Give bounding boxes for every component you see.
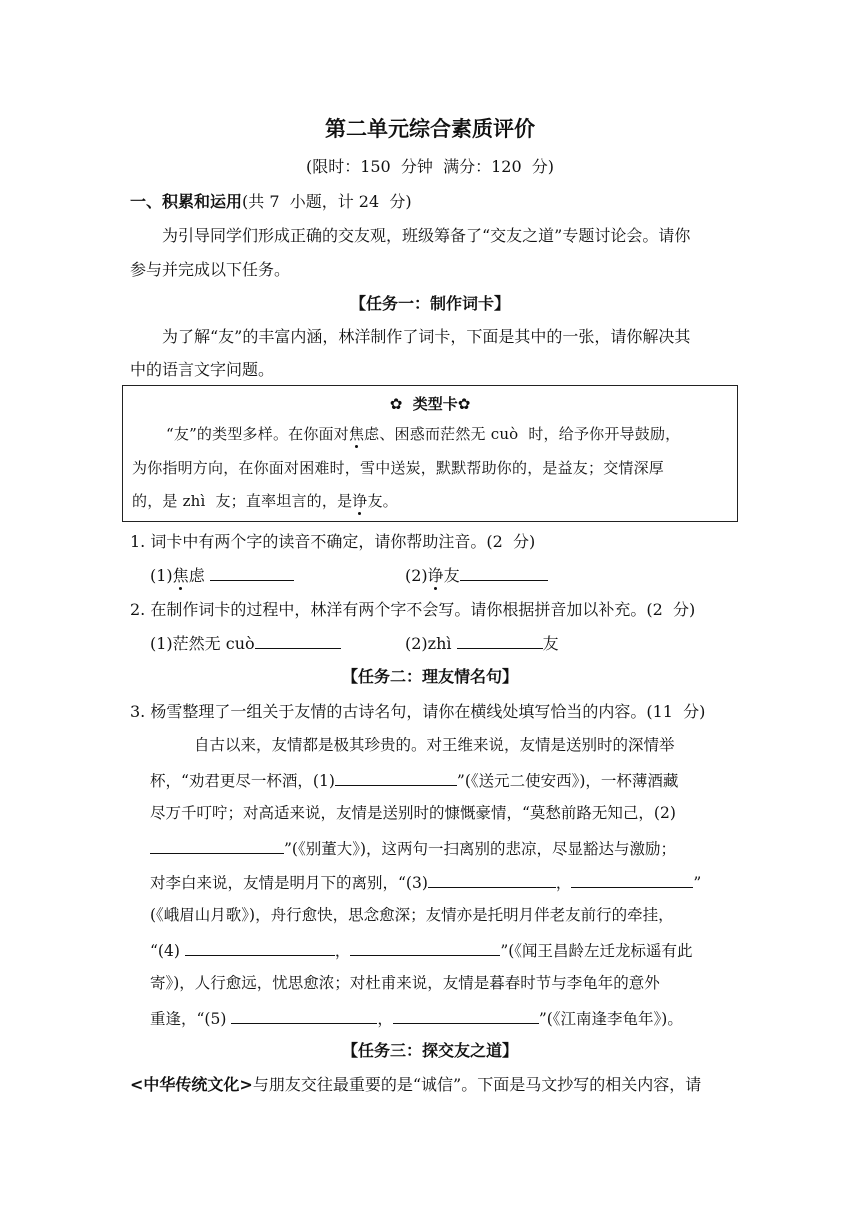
answer-blank[interactable] — [210, 565, 294, 581]
word-card-title-row — [0, 395, 860, 413]
task1-desc-line-1: 为了解“友”的丰富内涵，林洋制作了词卡，下面是其中的一张，请你解决其 — [162, 327, 691, 346]
question-1-item-2 — [405, 565, 548, 585]
item-text: 友 — [542, 634, 559, 653]
poem-text: “(4) — [150, 942, 185, 960]
section-heading-note: (共 7 小题，计 24 分) — [242, 192, 412, 211]
poem-text: ”(《江南逢李龟年》)。 — [538, 1010, 683, 1028]
poem-text: ” — [693, 874, 702, 892]
answer-blank[interactable] — [185, 940, 335, 956]
word-card-line-2: 为你指明方向，在你面对困难时，雪中送炭，默默帮助你的，是益友；交情深厚 — [132, 459, 665, 477]
item-text: (1)茫然无 cuò — [150, 634, 255, 653]
culture-tag: <中华传统文化> — [130, 1075, 253, 1094]
exam-subtitle: (限时：150 分钟 满分：120 分) — [305, 157, 555, 176]
task3-heading: 【任务三：探交友之道】 — [341, 1041, 518, 1060]
task1-heading: 【任务一：制作词卡】 — [349, 294, 510, 313]
dotted-char: 诤 — [352, 492, 368, 510]
question-3-line-9 — [150, 1008, 683, 1029]
poem-text: ， — [334, 942, 351, 960]
question-3-stem: 3. 杨雪整理了一组关于友情的古诗名句，请你在横线处填写恰当的内容。(11 分) — [130, 702, 706, 721]
question-3-line-7 — [150, 940, 693, 961]
poem-text: 对李白来说，友情是明月下的离别，“(3) — [150, 874, 428, 892]
question-3-line-5 — [150, 872, 701, 893]
item-number: (2) — [405, 566, 428, 585]
dotted-char: 诤 — [427, 566, 444, 585]
poem-text: ”(《闻王昌龄左迁龙标遥有此 — [500, 942, 693, 960]
intro-line-2: 参与并完成以下任务。 — [130, 260, 291, 279]
question-1-item-1 — [150, 565, 294, 585]
task2-heading: 【任务二：理友情名句】 — [341, 667, 518, 686]
question-2-item-2 — [405, 633, 559, 653]
answer-blank[interactable] — [231, 1008, 377, 1024]
answer-blank[interactable] — [457, 633, 543, 649]
question-2-item-1 — [150, 633, 341, 653]
section-heading-title: 一、积累和运用 — [130, 192, 243, 211]
question-3-line-6: (《峨眉山月歌》)，舟行愈快，思念愈深；友情亦是托明月伴老友前行的牵挂， — [150, 906, 674, 924]
poem-text: 杯，“劝君更尽一杯酒，(1) — [150, 772, 335, 790]
question-1-stem: 1. 词卡中有两个字的读音不确定，请你帮助注音。(2 分) — [130, 532, 536, 551]
question-3-line-3: 尽万千叮咛；对高适来说，友情是送别时的慷慨豪情，“莫愁前路无知己，(2) — [150, 804, 676, 822]
word-card-title: 类型卡 — [412, 395, 458, 413]
poem-text: ”(《送元二使安西》)，一杯薄酒藏 — [456, 772, 679, 790]
flower-icon: ✿ — [457, 395, 471, 413]
answer-blank[interactable] — [350, 940, 500, 956]
flower-icon: ✿ — [389, 395, 403, 413]
poem-text: 重逢，“(5) — [150, 1010, 232, 1028]
answer-blank[interactable] — [335, 770, 457, 786]
card-text: 友。 — [367, 492, 398, 510]
question-3-line-1: 自古以来，友情都是极其珍贵的。对王维来说，友情是送别时的深情举 — [194, 736, 675, 754]
card-text: “友”的类型多样。在你面对 — [166, 425, 349, 443]
culture-text: 与朋友交往最重要的是“诚信”。下面是马文抄写的相关内容，请 — [252, 1075, 702, 1094]
culture-line — [130, 1075, 701, 1094]
dotted-char: 焦 — [348, 425, 365, 443]
question-3-line-2 — [150, 770, 678, 791]
section-heading — [130, 192, 412, 211]
task1-desc-line-2: 中的语言文字问题。 — [130, 360, 275, 379]
answer-blank[interactable] — [255, 633, 341, 649]
dotted-char: 焦 — [172, 566, 189, 585]
answer-blank[interactable] — [428, 872, 556, 888]
answer-blank[interactable] — [460, 565, 548, 581]
card-text: 虑、困惑而茫然无 cuò 时，给予你开导鼓励， — [364, 425, 681, 443]
poem-text: ， — [555, 874, 572, 892]
word-card-line-1 — [166, 425, 680, 443]
item-text: 虑 — [188, 566, 205, 585]
question-2-stem: 2. 在制作词卡的过程中，林洋有两个字不会写。请你根据拼音加以补充。(2 分) — [130, 600, 696, 619]
answer-blank[interactable] — [571, 872, 693, 888]
question-3-line-8: 寄》)，人行愈远，忧思愈浓；对杜甫来说，友情是暮春时节与李龟年的意外 — [150, 974, 660, 992]
item-text: 友 — [443, 566, 460, 585]
answer-blank[interactable] — [393, 1008, 539, 1024]
poem-text: ”(《别董大》)，这两句一扫离别的悲凉，尽显豁达与激励； — [284, 840, 677, 858]
poem-text: ， — [377, 1010, 393, 1028]
item-number: (1) — [150, 566, 173, 585]
card-text: 的，是 zhì 友；直率坦言的，是 — [132, 492, 353, 510]
intro-line-1: 为引导同学们形成正确的交友观，班级筹备了“交友之道”专题讨论会。请你 — [162, 226, 691, 245]
item-text: (2)zhì — [405, 634, 452, 653]
word-card-line-3 — [132, 492, 398, 510]
page-title: 第二单元综合素质评价 — [325, 117, 535, 141]
question-3-line-4 — [150, 838, 676, 859]
answer-blank[interactable] — [150, 838, 284, 854]
